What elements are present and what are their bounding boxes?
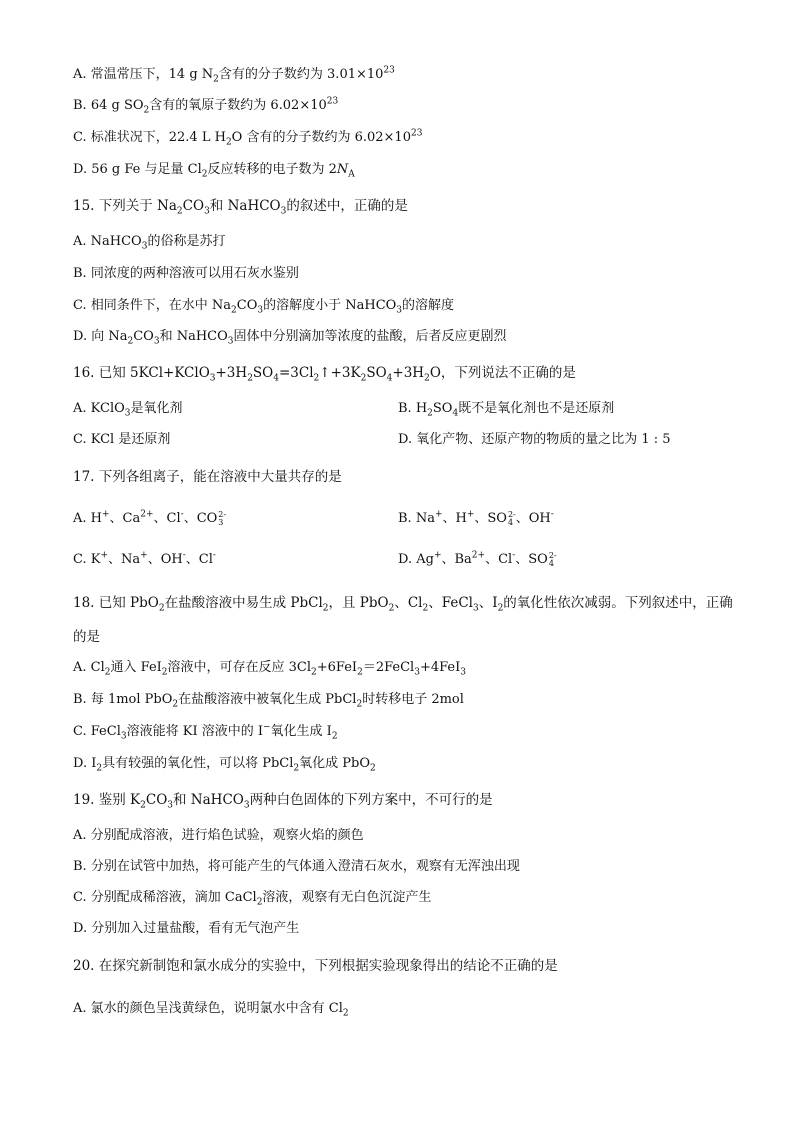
q20-stem: 20. 在探究新制饱和氯水成分的实验中，下列根据实验现象得出的结论不正确的是 <box>73 958 558 974</box>
q18-option-b: B. 每 1mol PbO$_2$在盐酸溶液中被氧化生成 PbCl$_2$时转移电子 2mol <box>73 692 464 710</box>
q15-option-c: C. 相同条件下，在水中 $Na_2CO_3$的溶解度小于 NaHCO$_3$的溶解度 <box>73 298 455 316</box>
q16-option-c: C. KCl 是还原剂 <box>73 432 171 447</box>
q14-option-b: B. 64 g $SO_2$含有的氧原子数约为 $6.02\times 10^{23}$ <box>73 96 339 116</box>
q15-option-b: B. 同浓度的两种溶液可以用石灰水鉴别 <box>73 266 299 281</box>
q16-option-b: B. $H_2SO_4$既不是氧化剂也不是还原剂 <box>398 401 615 419</box>
q18-stem-line2: 的是 <box>73 629 100 645</box>
ion-charge-stack: 2- 3 <box>218 509 227 527</box>
q19-option-d: D. 分别加入过量盐酸，看有无气泡产生 <box>73 921 300 936</box>
q14-option-a: A. 常温常压下，14 g $N_2$含有的分子数约为 $3.01\times 10^{23}$ <box>73 65 395 85</box>
q17-option-b: B. Na+、H+、SO 2- 4 、OH- <box>398 509 554 527</box>
q17-stem: 17. 下列各组离子，能在溶液中大量共存的是 <box>73 469 342 485</box>
q14-option-d: D. 56 g Fe 与足量 $Cl_2$反应转移的电子数为 $2N_A$ <box>73 162 355 180</box>
q18-option-d: D. $I_2$具有较强的氧化性，可以将 PbCl$_2$氧化成 PbO$_2$ <box>73 756 376 774</box>
q17-option-c: C. K+、Na+、OH-、Cl- <box>73 550 216 567</box>
q16-option-d: D. 氧化产物、还原产物的物质的量之比为 1 : 5 <box>398 432 671 447</box>
q17-option-a: A. H+、$Ca^{2+}$、Cl-、CO 2- 3 <box>73 509 227 527</box>
q19-option-a: A. 分别配成溶液，进行焰色试验，观察火焰的颜色 <box>73 828 364 843</box>
q15-option-a: A. NaHCO$_3$的俗称是苏打 <box>73 234 226 252</box>
ion-charge-stack: 2- 4 <box>548 550 557 568</box>
q19-option-b: B. 分别在试管中加热，将可能产生的气体通入澄清石灰水，观察有无浑浊出现 <box>73 859 520 874</box>
q16-stem: 16. 已知 $5KCl+KClO_3+3H_2SO_4=3Cl_2↑+3K_2SO_4+3H_2O$，下列说法不正确的是 <box>73 365 576 384</box>
q15-stem: 15. 下列关于 $Na_2CO_3$和 NaHCO$_3$的叙述中，正确的是 <box>73 198 408 217</box>
q14-option-c: C. 标准状况下，22.4 L $H_2O$ 含有的分子数约为 $6.02\times 10^{23}$ <box>73 128 423 148</box>
ion-charge-stack: 2- 4 <box>507 509 516 527</box>
q16-option-a: A. KClO$_3$是氧化剂 <box>73 401 183 419</box>
q18-option-a: A. $Cl_2$通入 FeI$_2$溶液中，可存在反应 $3Cl_2+6FeI_2=2FeCl_3+4FeI_3$ <box>73 660 466 678</box>
q19-stem: 19. 鉴别 $K_2CO_3$和 NaHCO$_3$两种白色固体的下列方案中，不可行的是 <box>73 792 493 811</box>
q17-option-d: D. Ag+、$Ba^{2+}$、Cl-、SO 2- 4 <box>398 550 557 568</box>
q15-option-d: D. 向 $Na_2CO_3$和 NaHCO$_3$固体中分别滴加等浓度的盐酸，后者反应更剧烈 <box>73 329 507 347</box>
q20-option-a: A. 氯水的颜色呈浅黄绿色，说明氯水中含有 $Cl_2$ <box>73 1001 349 1019</box>
q18-option-c: C. FeCl$_3$溶液能将 KI 溶液中的 I−氧化生成 $I_2$ <box>73 722 338 742</box>
q18-stem-line1: 18. 已知 PbO$_2$在盐酸溶液中易生成 PbCl$_2$，且 PbO$_2$、$Cl_2$、FeCl$_3$、$I_2$的氧化性依次减弱。下列叙述中，正确 <box>73 595 733 614</box>
q19-option-c: C. 分别配成稀溶液，滴加 CaCl$_2$溶液，观察有无白色沉淀产生 <box>73 890 432 908</box>
